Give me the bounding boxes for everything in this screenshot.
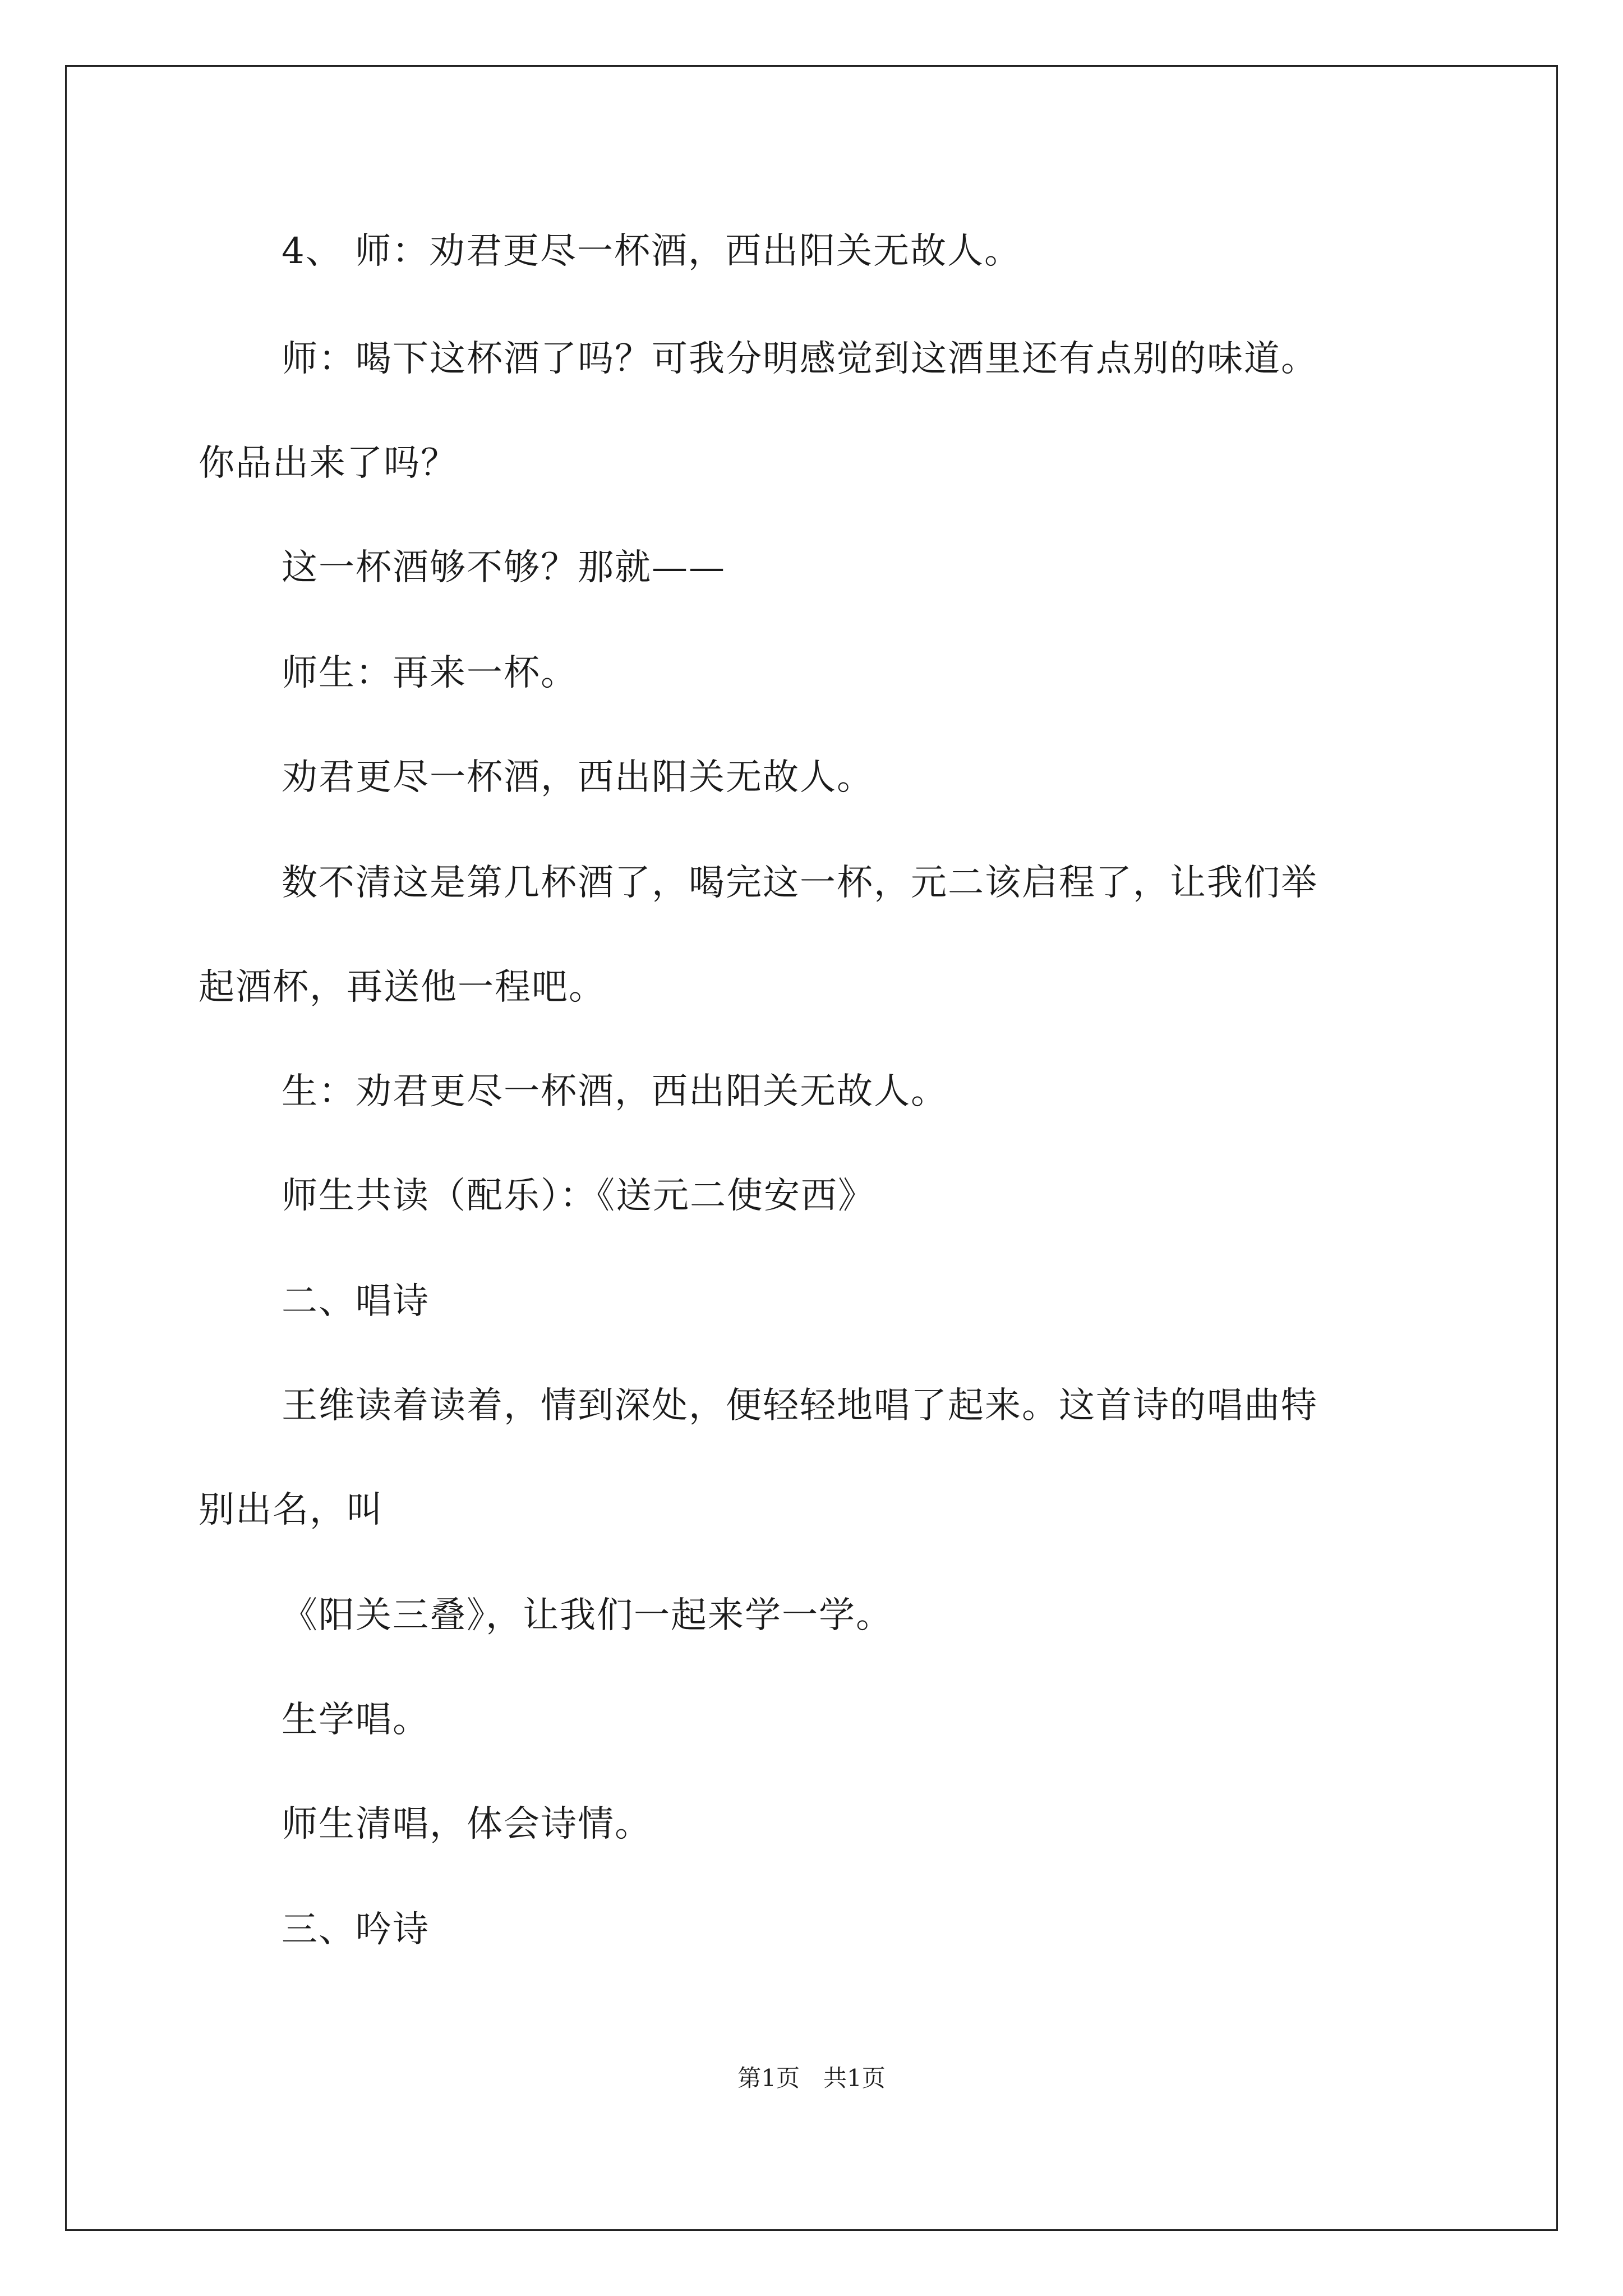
text-line: 王维读着读着，情到深处，便轻轻地唱了起来。这首诗的唱曲特 — [282, 1385, 1318, 1427]
text-line: 这一杯酒够不够？那就—— — [282, 547, 726, 588]
text-line: 师生：再来一杯。 — [282, 652, 578, 694]
section-heading: 三、吟诗 — [282, 1909, 430, 1950]
text-line: 师生共读（配乐）：《送元二使安西》 — [282, 1175, 875, 1217]
text-line: 4、 师：劝君更尽一杯酒，西出阳关无故人。 — [282, 231, 1022, 272]
page-border — [65, 65, 1558, 2231]
text-line: 生：劝君更尽一杯酒，西出阳关无故人。 — [282, 1071, 948, 1112]
section-heading: 二、唱诗 — [282, 1281, 430, 1322]
text-line: 劝君更尽一杯酒，西出阳关无故人。 — [282, 757, 874, 798]
text-line: 生学唱。 — [282, 1699, 430, 1741]
page-footer: 第1页 共1页 — [737, 2064, 886, 2092]
text-line: 起酒杯，再送他一程吧。 — [199, 967, 606, 1008]
text-line: 你品出来了吗？ — [199, 443, 458, 484]
text-line: 师：喝下这杯酒了吗？可我分明感觉到这酒里还有点别的味道。 — [282, 338, 1318, 380]
text-line: 别出名，叫 — [199, 1489, 384, 1531]
text-line: 师生清唱，体会诗情。 — [282, 1803, 652, 1845]
text-line: 《阳关三叠》，让我们一起来学一学。 — [282, 1595, 893, 1636]
text-line: 数不清这是第几杯酒了，喝完这一杯，元二该启程了，让我们举 — [282, 862, 1318, 904]
